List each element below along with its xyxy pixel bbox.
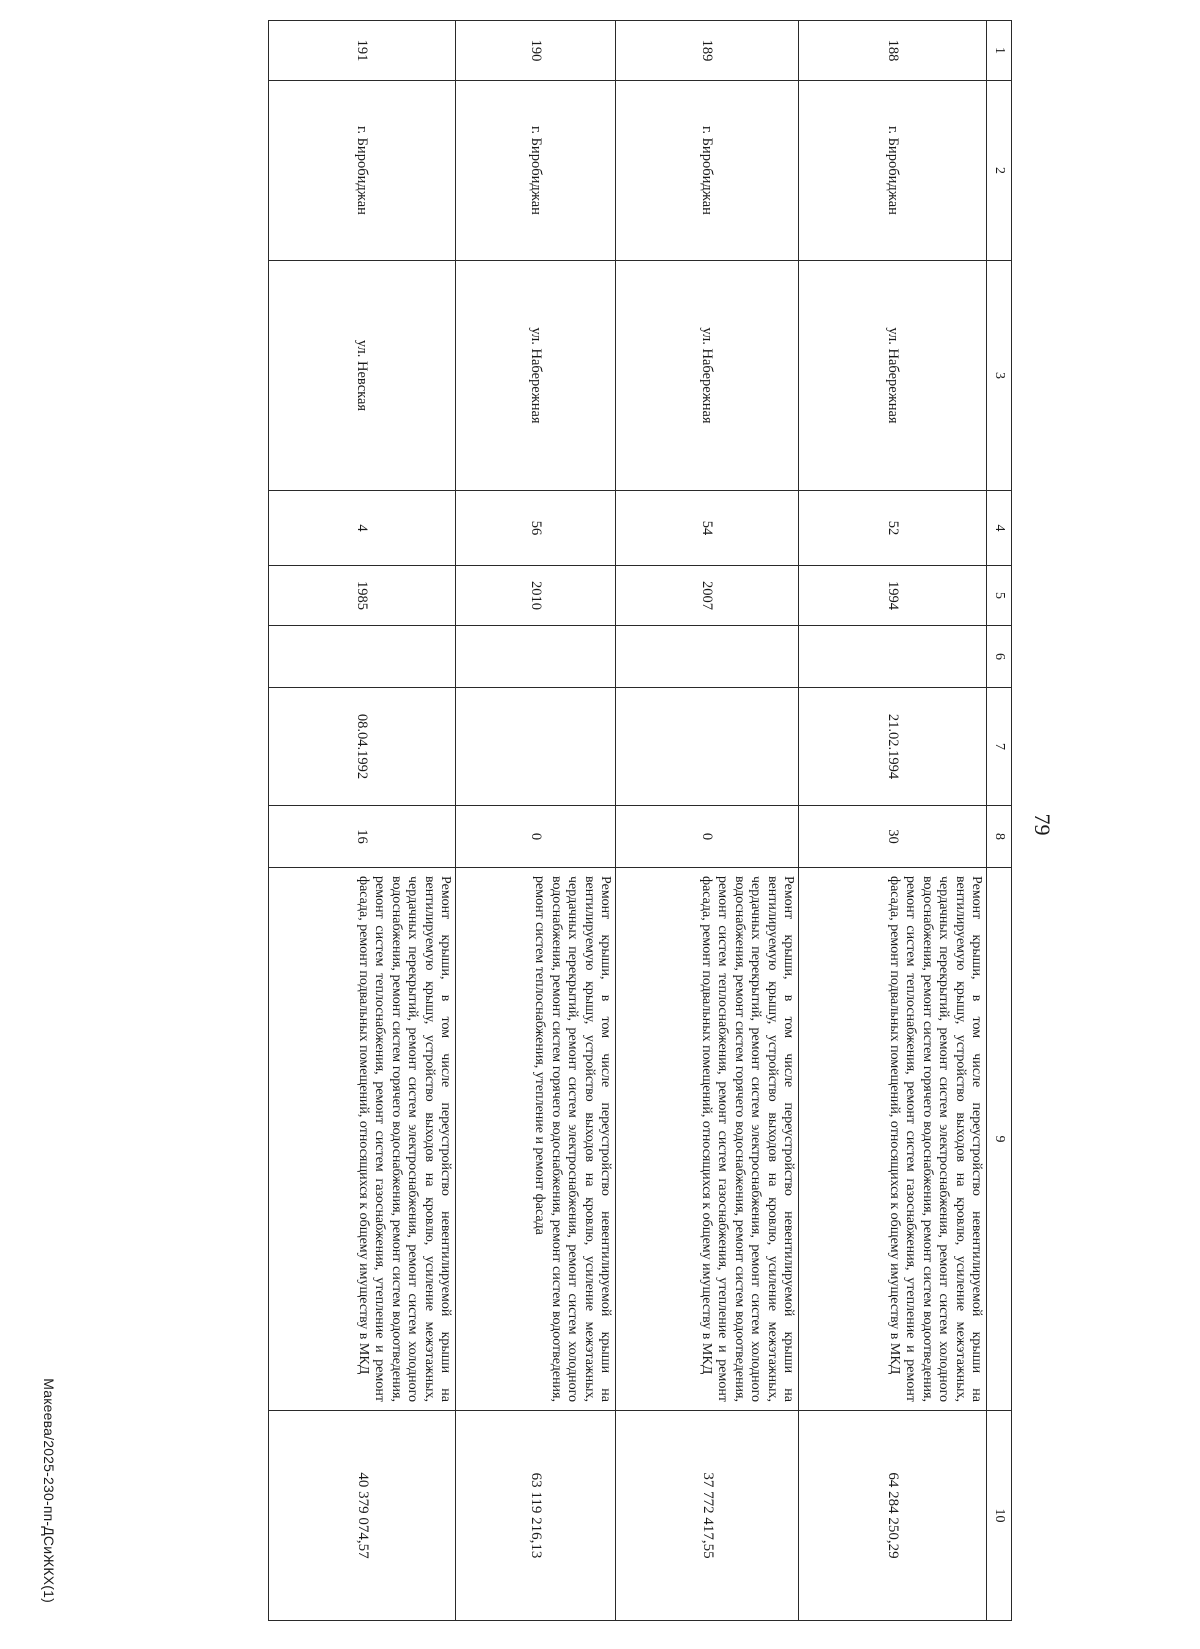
header-cell: 1 xyxy=(987,21,1012,81)
amount-cell: 40 379 074,57 xyxy=(269,1411,456,1621)
row-number: 188 xyxy=(799,21,987,81)
header-cell: 6 xyxy=(987,626,1012,688)
header-cell: 8 xyxy=(987,806,1012,868)
column-8-cell: 0 xyxy=(456,806,616,868)
city-cell: г. Биробиджан xyxy=(799,81,987,261)
table-row xyxy=(456,21,616,1621)
column-8-cell: 16 xyxy=(269,806,456,868)
row-number: 191 xyxy=(269,21,456,81)
amount-cell: 64 284 250,29 xyxy=(799,1411,987,1621)
column-8-cell: 30 xyxy=(799,806,987,868)
works-cell: Ремонт крыши, в том числе переустройство невентилируемой крыши на вентилируемую крышу, устройство выходов на кровлю, усиление межэтажных, чердачных перекрытий, ремонт систем электроснабжения, ремонт систем холодного водоснабжения, ремонт систем горячего водоснабжения, ремонт систем водоотведения, ремонт систем теплоснабжения, ремонт систем газоснабжения, утепление и ремонт фасада, ремонт подвальных помещений, относящихся к общему имуществу в МКД xyxy=(799,868,987,1411)
row-number: 189 xyxy=(616,21,799,81)
amount-cell: 37 772 417,55 xyxy=(616,1411,799,1621)
table-row xyxy=(799,21,987,1621)
header-cell: 2 xyxy=(987,81,1012,261)
city-cell: г. Биробиджан xyxy=(269,81,456,261)
table-row xyxy=(269,21,456,1621)
date-cell: 21.02.1994 xyxy=(799,688,987,806)
house-number-cell: 54 xyxy=(616,491,799,566)
year-cell: 1985 xyxy=(269,566,456,626)
header-cell: 10 xyxy=(987,1411,1012,1621)
works-cell: Ремонт крыши, в том числе переустройство невентилируемой крыши на вентилируемую крышу, устройство выходов на кровлю, усиление межэтажных, чердачных перекрытий, ремонт систем электроснабжения, ремонт систем холодного водоснабжения, ремонт систем горячего водоснабжения, ремонт систем водоотведения, ремонт систем теплоснабжения, утепление и ремонт фасада xyxy=(456,868,616,1411)
date-cell: 08.04.1992 xyxy=(269,688,456,806)
works-cell: Ремонт крыши, в том числе переустройство невентилируемой крыши на вентилируемую крышу, устройство выходов на кровлю, усиление межэтажных, чердачных перекрытий, ремонт систем электроснабжения, ремонт систем холодного водоснабжения, ремонт систем горячего водоснабжения, ремонт систем водоотведения, ремонт систем теплоснабжения, ремонт систем газоснабжения, утепление и ремонт фасада, ремонт подвальных помещений, относящихся к общему имуществу в МКД xyxy=(269,868,456,1411)
column-8-cell: 0 xyxy=(616,806,799,868)
row-number: 190 xyxy=(456,21,616,81)
street-cell: ул. Набережная xyxy=(456,261,616,491)
year-cell: 2010 xyxy=(456,566,616,626)
page-number: 79 xyxy=(1030,813,1055,836)
year-cell: 1994 xyxy=(799,566,987,626)
column-6-cell xyxy=(799,626,987,688)
header-cell: 7 xyxy=(987,688,1012,806)
amount-cell: 63 119 216,13 xyxy=(456,1411,616,1621)
house-number-cell: 52 xyxy=(799,491,987,566)
street-cell: ул. Набережная xyxy=(616,261,799,491)
works-cell: Ремонт крыши, в том числе переустройство невентилируемой крыши на вентилируемую крышу, устройство выходов на кровлю, усиление межэтажных, чердачных перекрытий, ремонт систем электроснабжения, ремонт систем холодного водоснабжения, ремонт систем горячего водоснабжения, ремонт систем водоотведения, ремонт систем теплоснабжения, ремонт систем газоснабжения, утепление и ремонт фасада, ремонт подвальных помещений, относящихся к общему имуществу в МКД xyxy=(616,868,799,1411)
column-6-cell xyxy=(269,626,456,688)
house-number-cell: 4 xyxy=(269,491,456,566)
housing-repair-table xyxy=(268,20,1012,1621)
table-header-row xyxy=(987,21,1012,1621)
year-cell: 2007 xyxy=(616,566,799,626)
table-row xyxy=(616,21,799,1621)
column-6-cell xyxy=(456,626,616,688)
document-code: Макеева/2025-230-пп-ДСиЖКХ(1) xyxy=(41,1378,57,1603)
column-6-cell xyxy=(616,626,799,688)
header-cell: 9 xyxy=(987,868,1012,1411)
header-cell: 3 xyxy=(987,261,1012,491)
house-number-cell: 56 xyxy=(456,491,616,566)
street-cell: ул. Невская xyxy=(269,261,456,491)
street-cell: ул. Набережная xyxy=(799,261,987,491)
date-cell xyxy=(616,688,799,806)
city-cell: г. Биробиджан xyxy=(616,81,799,261)
date-cell xyxy=(456,688,616,806)
header-cell: 4 xyxy=(987,491,1012,566)
header-cell: 5 xyxy=(987,566,1012,626)
city-cell: г. Биробиджан xyxy=(456,81,616,261)
